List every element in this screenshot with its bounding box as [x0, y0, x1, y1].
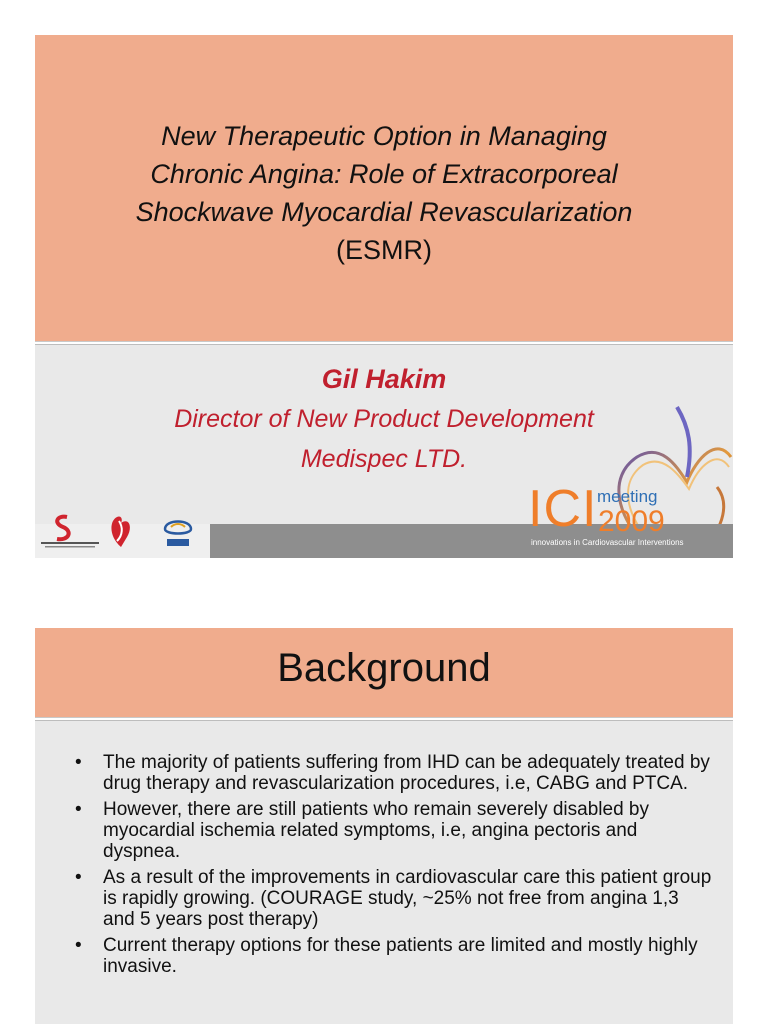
list-item: [75, 752, 715, 794]
bullet-text: However, there are still patients who remain severely disabled by myocardial ischemia related symptoms, i.e, angina pectoris and dyspnea.: [103, 799, 649, 862]
title-line-1: New Therapeutic Option in Managing: [161, 121, 607, 151]
bullet-list: [75, 752, 715, 982]
list-item: [75, 935, 715, 977]
list-item: [75, 799, 715, 862]
title-line-3: Shockwave Myocardial Revascularization: [135, 197, 633, 227]
slide-title: [35, 117, 733, 269]
author-organization: Medispec LTD.: [300, 445, 468, 473]
title-suffix: (ESMR): [336, 235, 432, 265]
list-item: [75, 867, 715, 930]
ici-logo-tagline: innovations in Cardiovascular Interventions: [531, 538, 684, 547]
ici-logo-year: 2009: [598, 505, 665, 538]
title-slide: [35, 35, 733, 558]
bullet-text: As a result of the improvements in cardiovascular care this patient group is rapidly growing. (COURAGE study, ~25% not free from angina 1,3 and 5 years post therapy): [103, 867, 712, 930]
bullet-text: The majority of patients suffering from IHD can be adequately treated by drug therapy and revascularization procedures, i.e, CABG and PTCA.: [103, 752, 710, 794]
crf-logo: [39, 513, 103, 553]
ici-logo-letters: ICI: [528, 480, 598, 538]
bullet-text: Current therapy options for these patients are limited and mostly highly invasive.: [103, 935, 698, 977]
title-line-2: Chronic Angina: Role of Extracorporeal: [150, 159, 618, 189]
slide-title: Background: [277, 646, 491, 690]
ici-logo-word: meeting: [597, 487, 658, 506]
bullet-icon: •: [75, 752, 82, 773]
author-role: Director of New Product Development: [174, 405, 594, 433]
bullet-icon: •: [75, 867, 82, 888]
scai-logo: [161, 513, 195, 551]
heart-logo: [107, 511, 135, 551]
bullet-icon: •: [75, 935, 82, 956]
author-name: Gil Hakim: [321, 364, 447, 394]
background-slide: [35, 628, 733, 1024]
bullet-icon: •: [75, 799, 82, 820]
